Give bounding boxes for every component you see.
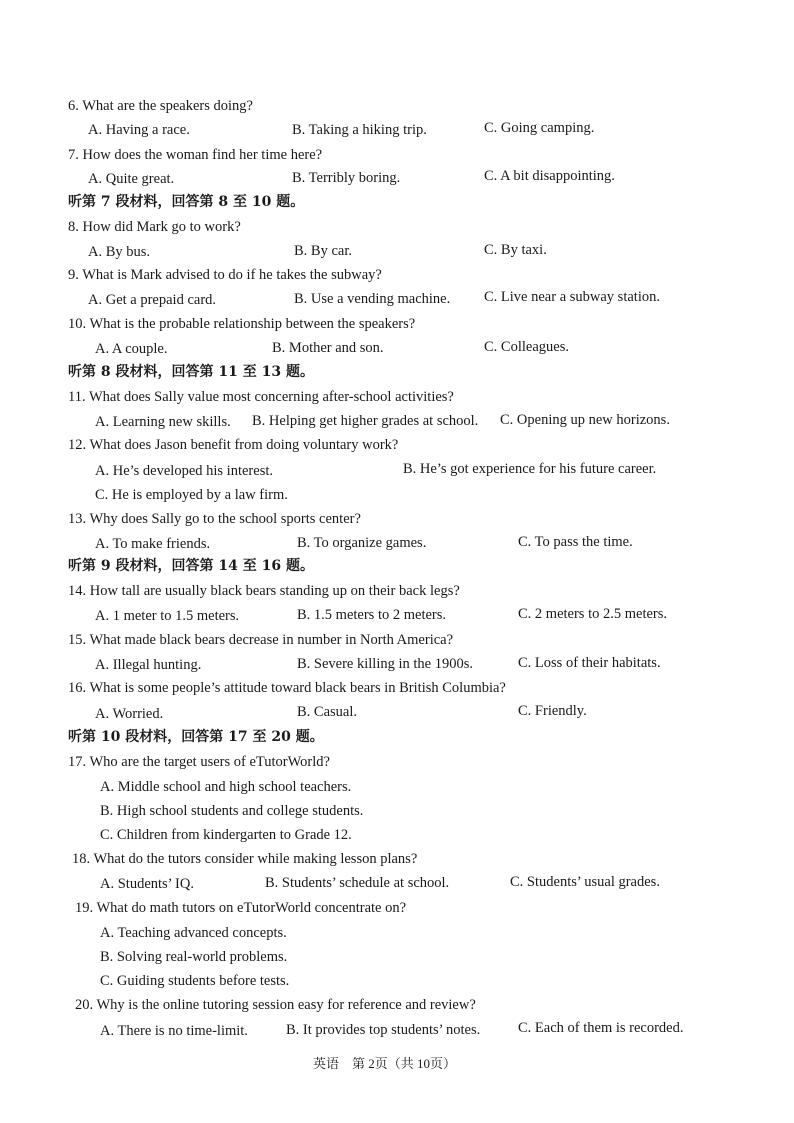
- question-17-option-a: A. Middle school and high school teachers.: [100, 779, 352, 795]
- section-heading-9: 听第 9 段材料，回答第 14 至 16 题。: [68, 558, 314, 574]
- question-11-option-a: A. Learning new skills.: [95, 414, 231, 430]
- question-16-option-a: A. Worried.: [95, 706, 164, 722]
- question-16-option-b: B. Casual.: [297, 704, 358, 720]
- question-7-stem: 7. How does the woman find her time here?: [68, 147, 323, 163]
- question-7-option-c: C. A bit disappointing.: [484, 168, 615, 184]
- question-12-option-a: A. He’s developed his interest.: [95, 463, 273, 479]
- question-15-option-a: A. Illegal hunting.: [95, 657, 202, 673]
- section-heading-8: 听第 8 段材料，回答第 11 至 13 题。: [68, 364, 314, 380]
- question-13-option-b: B. To organize games.: [297, 535, 427, 551]
- section-heading-7: 听第 7 段材料，回答第 8 至 10 题。: [68, 194, 305, 210]
- question-12-option-c: C. He is employed by a law firm.: [95, 487, 288, 503]
- question-18-option-b: B. Students’ schedule at school.: [265, 875, 450, 891]
- question-16-stem: 16. What is some people’s attitude toward black bears in British Columbia?: [68, 680, 506, 696]
- question-14-stem: 14. How tall are usually black bears standing up on their back legs?: [68, 583, 460, 599]
- question-17-stem: 17. Who are the target users of eTutorWorld?: [68, 754, 330, 770]
- question-17-option-b: B. High school students and college students.: [100, 803, 364, 819]
- question-11-stem: 11. What does Sally value most concerning after-school activities?: [68, 389, 454, 405]
- question-14-option-a: A. 1 meter to 1.5 meters.: [95, 608, 240, 624]
- question-10-stem: 10. What is the probable relationship between the speakers?: [68, 316, 416, 332]
- question-16-option-c: C. Friendly.: [518, 703, 587, 719]
- question-12-stem: 12. What does Jason benefit from doing voluntary work?: [68, 437, 399, 453]
- question-8-option-b: B. By car.: [294, 243, 352, 259]
- question-14-option-b: B. 1.5 meters to 2 meters.: [297, 607, 447, 623]
- question-6-option-c: C. Going camping.: [484, 120, 595, 136]
- question-9-option-a: A. Get a prepaid card.: [88, 292, 217, 308]
- question-10-option-c: C. Colleagues.: [484, 339, 569, 355]
- question-11-option-b: B. Helping get higher grades at school.: [252, 413, 479, 429]
- question-9-option-b: B. Use a vending machine.: [294, 291, 451, 307]
- question-8-stem: 8. How did Mark go to work?: [68, 219, 241, 235]
- question-19-stem: 19. What do math tutors on eTutorWorld concentrate on?: [75, 900, 407, 916]
- question-10-option-b: B. Mother and son.: [272, 340, 384, 356]
- question-17-option-c: C. Children from kindergarten to Grade 12.: [100, 827, 352, 843]
- question-13-option-c: C. To pass the time.: [518, 534, 633, 550]
- question-13-stem: 13. Why does Sally go to the school sports center?: [68, 511, 361, 527]
- question-19-option-b: B. Solving real-world problems.: [100, 949, 288, 965]
- question-20-option-c: C. Each of them is recorded.: [518, 1020, 684, 1036]
- question-14-option-c: C. 2 meters to 2.5 meters.: [518, 606, 668, 622]
- page-footer: 英语 第 2页（共 10页）: [313, 1056, 457, 1071]
- question-20-option-b: B. It provides top students’ notes.: [286, 1022, 481, 1038]
- question-6-stem: 6. What are the speakers doing?: [68, 98, 253, 114]
- question-12-option-b: B. He’s got experience for his future career.: [403, 461, 657, 477]
- question-8-option-a: A. By bus.: [88, 244, 151, 260]
- question-15-stem: 15. What made black bears decrease in number in North America?: [68, 632, 454, 648]
- question-15-option-c: C. Loss of their habitats.: [518, 655, 661, 671]
- question-9-option-c: C. Live near a subway station.: [484, 289, 660, 305]
- question-6-option-b: B. Taking a hiking trip.: [292, 122, 427, 138]
- question-13-option-a: A. To make friends.: [95, 536, 211, 552]
- question-15-option-b: B. Severe killing in the 1900s.: [297, 656, 473, 672]
- question-20-option-a: A. There is no time-limit.: [100, 1023, 248, 1039]
- question-11-option-c: C. Opening up new horizons.: [500, 412, 670, 428]
- question-10-option-a: A. A couple.: [95, 341, 168, 357]
- question-6-option-a: A. Having a race.: [88, 122, 190, 138]
- question-9-stem: 9. What is Mark advised to do if he takes the subway?: [68, 267, 382, 283]
- question-18-stem: 18. What do the tutors consider while making lesson plans?: [72, 851, 418, 867]
- question-18-option-c: C. Students’ usual grades.: [510, 874, 660, 890]
- question-20-stem: 20. Why is the online tutoring session easy for reference and review?: [75, 997, 476, 1013]
- question-18-option-a: A. Students’ IQ.: [100, 876, 194, 892]
- question-7-option-a: A. Quite great.: [88, 171, 175, 187]
- question-8-option-c: C. By taxi.: [484, 242, 547, 258]
- question-19-option-c: C. Guiding students before tests.: [100, 973, 290, 989]
- question-19-option-a: A. Teaching advanced concepts.: [100, 925, 287, 941]
- section-heading-10: 听第 10 段材料，回答第 17 至 20 题。: [68, 729, 324, 745]
- question-7-option-b: B. Terribly boring.: [292, 170, 401, 186]
